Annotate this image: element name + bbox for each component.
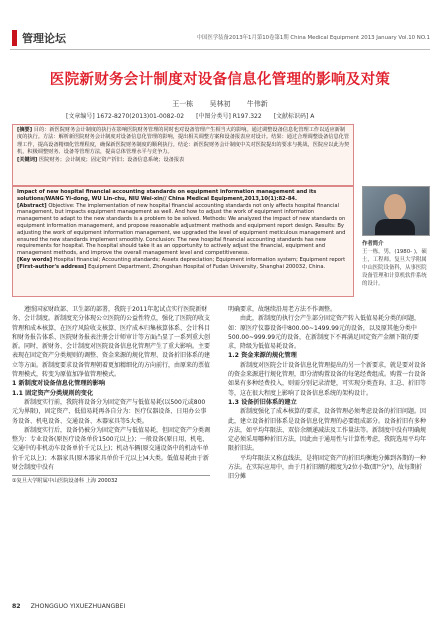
paragraph: 新制度对医院会计设备信息化管理提出的另一个新要求，就是要对设备的资金来源进行规化管理，即分清购置设备的每笔经费组成。购置一台设备如果有多种经费投入，则需分别记录清楚，可实现分类查询、汇总、折旧等等，这在很大程度上影响了设备信息系统的架构设计。: [228, 361, 427, 397]
keywords-en-label: [Key words]: [17, 256, 53, 263]
abstract-label: [摘要]: [17, 127, 33, 133]
paragraph: 新制度实行前，我院将设备分为固定资产与低值易耗(以500元或800元为界限)，固定资产、低值易耗再各自分为：医疗仪器设备、日用办公事务设备、机电设备、交通设备、木器家具等5大类。: [12, 398, 207, 425]
affiliation-label: [First-author's address]: [17, 263, 87, 270]
subsection-heading: 1.1 固定资产分类规则的变化: [12, 389, 94, 397]
section-title: 管理论坛: [22, 32, 66, 45]
article-meta: [66, 111, 428, 120]
author-list: [0, 99, 440, 109]
author-name: 王一栋: [172, 100, 194, 108]
body-column-left: [12, 305, 210, 485]
abstract-en-label: [Abstract]: [17, 202, 47, 209]
paragraph: 由此，新制度的执行会产生部分固定资产转入低值易耗分类的问题，如：原医疗仪器设备中800.00~1499.99元的设备，以及原其他分类中500.00~999.99元的设备，在新制度下不再满足固定资产金额下限的要求，降级为低值易耗设备。: [228, 315, 421, 351]
journal-pinyin: ZHONGGUO YIXUEZHUANGBEI: [30, 603, 126, 610]
paragraph: 明确要求，故继续沿用老方法不作调整。: [228, 306, 337, 313]
paragraph: 新制度强化了成本核算的要求，设备管理必须考虑设备的折旧问题。因此，建立设备折旧体系是设备信息化管理的必要组成部分。设备折旧有多种方法，如平均年限法、双倍余额递减法及工作量法等。新制度中没有明确规定必须采用哪种折旧方法，因此由于通用性与计算性考虑，我院选用平均年限折旧法。: [228, 408, 427, 453]
section-heading: 1 新制度对设备信息化管理的影响: [12, 380, 106, 388]
paragraph: 遵照国家财政部、卫生部的部署，我院于2011年起试点实行医院新财务、会计制度。新制度充分体现公立医院的公益性特点，强化了医院的收支管理和成本核算，在医疗风险收支核算、医疗成本归集核算体系、会计科目和财务报告体系、医院财务报表注册会计师审计等方面凸显了一系列重大创新。同时，新财务、会计制度对医院设备信息化管理产生了重大影响。主要表现在固定资产分类规则的调整、资金来源的规化管理、设备折旧体系的建立等方面。新制度要求设备管理朝着更加精细化的方向前行，由原来的票值管理模式，转变为原值加净值管理模式。: [12, 306, 211, 379]
page-header: [0, 0, 440, 52]
footnote: ①复旦大学附属中山医院设备科 上海 200032: [12, 475, 210, 485]
article-title: 医院新财务会计制度对设备信息化管理的影响及对策: [49, 72, 391, 88]
author-bio: [362, 240, 430, 288]
classification-code: [中图分类号] R197.322: [196, 113, 262, 120]
subsection-heading: 1.2 资金来源的规化管理: [228, 352, 297, 360]
author-name: 牛伟新: [246, 100, 268, 108]
author-photo: [362, 186, 430, 236]
author-name: 吴林初: [209, 100, 231, 108]
journal-line: 中国医学装备2013年1月第10卷第1期 China Medical Equipment 2013 January Vol.10 NO.1: [196, 35, 430, 41]
section-marker-icon: [12, 30, 17, 46]
abstract-english: [12, 186, 354, 297]
abstract-en-title: Impact of new hospital financial accounting standards on equipment information management and its solutions/WANG Yi-dong, WU Lin-chu, NIU Wei-xin// China Medical Equipment,2013,10(1):82-84.: [17, 189, 317, 202]
keywords-en-text: Hospital financial; Accounting standards; Assets depreciation; Equipment information system; Equipment report: [53, 256, 346, 263]
author-bio-text: 王一栋，男，(1980- )，硕士，工程师。复旦大学附属中山医院设备科，从事医院设备管理和计算机软件系统的设计。: [362, 249, 427, 287]
page-number: 82: [12, 603, 21, 610]
article-doi: [文章编号] 1672-8270(2013)01-0082-02: [66, 113, 185, 120]
keywords-text: 医院财务；会计制度；固定资产折旧；设备信息系统；设备报表: [38, 156, 185, 163]
document-code: [文献标识码] A: [273, 113, 315, 120]
header-divider: [10, 49, 430, 50]
abstract-en-text: Objective: The implementation of new hospital financial accounting standards not only affects hospital financial management, but impacts equipment management as well. And how to adjust the work of equipment information management to adapt to the new standards is a problem to be solved. Methods: We analyzed the impact of new standards on equipment information management, and propose reasonable adjustment methods and equipment report design. Results: By adjusting the work of equipment information management, we upgraded the level of equipment meticulous management and ensured the new standards implement smoothly. Conclusion: The new hospital financial accounting standards has new requirements for hospital. The hospital should take it as an opportunity to actively adjust the financial, equipment and management methods, and improve the overall management level and competitiveness.: [17, 202, 346, 257]
author-bio-heading: 作者简介: [362, 241, 384, 247]
abstract-text: 目的：新医院财务会计制度的执行在影响医院财务管理的同时也对设备管理产生相当大的影响。通过调整设备信息化管理工作以适应新制度的执行。方法：解析新医院财务会计制度对设备信息化管理的影响，提出相关调整方案和设备报表应对设计。结果：通过合理调整设备信息化管理工作，提高设备精细化管理程度，确保新医院财务制度的顺利执行。结论：新医院财务会计制度中关对医院提出的要求与挑战，医院应以此为契机，积极调整财务、设备等管理方法，提高总体管理水平与竞争力。: [17, 127, 350, 156]
keywords-label: [关键词]: [17, 156, 38, 163]
affiliation-text: Equipment Department, Zhongshan Hospital of Fudan University, Shanghai 200032, China.: [88, 263, 326, 270]
subsection-heading: 1.3 设备折旧体系的建立: [228, 398, 297, 406]
abstract-chinese: [12, 124, 354, 186]
body-column-right: [228, 305, 426, 482]
paragraph: 新制度实行后，设备仍被分为固定资产与低值易耗，但固定资产分类调整为：专业设备(原医疗设备单价1500元以上)；一般设备(原日用、机电、交通中的非机动车设备单价千元以上)；机动车辆(原交通设备中的机动车单价千元以上)；木器家具(原木器家具单价千元以上)4大类。低值易耗由于新财会制度中没有: [12, 426, 211, 472]
paragraph: 平均年限法又称直线法，是将固定资产的折旧均衡地分摊到各期的一种方法。在实际应用中，由于月折旧额的精度为2位小数(即"分")，故每期折旧分摊: [228, 454, 427, 481]
page-footer: [12, 603, 125, 610]
